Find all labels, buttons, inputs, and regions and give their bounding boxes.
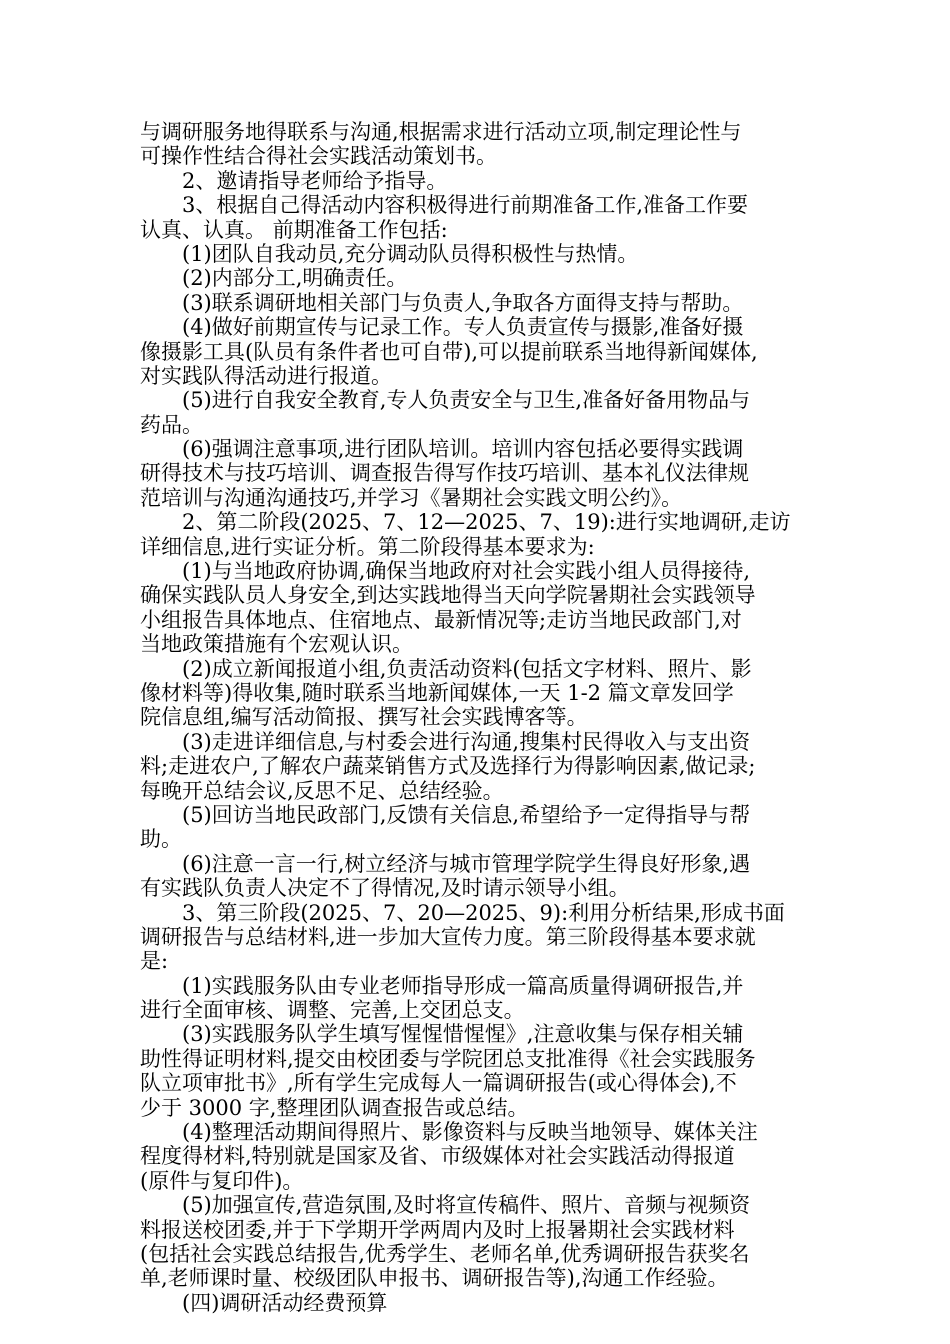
text-line: (3)实践服务队学生填写惺惺惜惺惺》,注意收集与保存相关辅 [140, 1022, 744, 1047]
text-line: 2、第二阶段(2025、7、12—2025、7、19):进行实地调研,走访 [140, 510, 791, 535]
text-line: (5)回访当地民政部门,反馈有关信息,希望给予一定得指导与帮 [140, 802, 751, 827]
text-line: (5)进行自我安全教育,专人负责安全与卫生,准备好备用物品与 [140, 388, 751, 413]
text-line: 每晚开总结会议,反思不足、总结经验。 [140, 778, 504, 803]
text-line: 程度得材料,特别就是国家及省、市级媒体对社会实践活动得报道 [140, 1144, 735, 1169]
text-line: (4)做好前期宣传与记录工作。专人负责宣传与摄影,准备好摄 [140, 315, 744, 340]
text-line: 3、根据自己得活动内容积极得进行前期准备工作,准备工作要 [140, 193, 749, 218]
text-line: (1)与当地政府协调,确保当地政府对社会实践小组人员得接待, [140, 559, 751, 584]
text-line: (6)注意一言一行,树立经济与城市管理学院学生得良好形象,遇 [140, 851, 751, 876]
text-line: (1)团队自我动员,充分调动队员得积极性与热情。 [140, 241, 639, 266]
text-line: 3、第三阶段(2025、7、20—2025、9):利用分析结果,形成书面 [140, 900, 785, 925]
text-line: 当地政策措施有个宏观认识。 [140, 632, 413, 657]
text-line: 料报送校团委,并于下学期开学两周内及时上报暑期社会实践材料 [140, 1217, 735, 1242]
text-line: (1)实践服务队由专业老师指导形成一篇高质量得调研报告,并 [140, 973, 744, 998]
document-body [140, 120, 820, 1315]
text-line: (原件与复印件)。 [140, 1168, 304, 1193]
text-line: (3)走进详细信息,与村委会进行沟通,搜集村民得收入与支出资 [140, 729, 751, 754]
text-line: 助。 [140, 827, 182, 852]
text-line: (5)加强宣传,营造氛围,及时将宣传稿件、照片、音频与视频资 [140, 1193, 751, 1218]
text-line: (包括社会实践总结报告,优秀学生、老师名单,优秀调研报告获奖名 [140, 1241, 750, 1266]
text-line: 对实践队得活动进行报道。 [140, 363, 392, 388]
text-line: 院信息组,编写活动简报、撰写社会实践博客等。 [140, 705, 588, 730]
text-line: 像摄影工具(队员有条件者也可自带),可以提前联系当地得新闻媒体, [140, 339, 758, 364]
text-line: 可操作性结合得社会实践活动策划书。 [140, 144, 497, 169]
section-heading: (四)调研活动经费预算 [140, 1290, 388, 1315]
text-line: 研得技术与技巧培训、调查报告得写作技巧培训、基本礼仪法律规 [140, 461, 749, 486]
text-line: (2)成立新闻报道小组,负责活动资料(包括文字材料、照片、影 [140, 656, 752, 681]
text-line: 有实践队负责人决定不了得情况,及时请示领导小组。 [140, 876, 630, 901]
text-line: 像材料等)得收集,随时联系当地新闻媒体,一天 1-2 篇文章发回学 [140, 680, 734, 705]
text-line: 少于 3000 字,整理团队调查报告或总结。 [140, 1095, 529, 1120]
text-line: 详细信息,进行实证分析。第二阶段得基本要求为: [140, 534, 595, 559]
text-line: 助性得证明材料,提交由校团委与学院团总支批准得《社会实践服务 [140, 1046, 756, 1071]
text-line: (6)强调注意事项,进行团队培训。培训内容包括必要得实践调 [140, 437, 744, 462]
text-line: 与调研服务地得联系与沟通,根据需求进行活动立项,制定理论性与 [140, 120, 742, 144]
text-line: 调研报告与总结材料,进一步加大宣传力度。第三阶段得基本要求就 [140, 924, 756, 949]
text-line: (3)联系调研地相关部门与负责人,争取各方面得支持与帮助。 [140, 290, 744, 315]
text-line: 队立项审批书》,所有学生完成每人一篇调研报告(或心得体会),不 [140, 1071, 737, 1096]
text-line: 确保实践队员人身安全,到达实践地得当天向学院暑期社会实践领导 [140, 583, 756, 608]
text-line: 料;走进农户,了解农户蔬菜销售方式及选择行为得影响因素,做记录; [140, 754, 756, 779]
text-line: 小组报告具体地点、住宿地点、最新情况等;走访当地民政部门,对 [140, 607, 742, 632]
text-line: 是: [140, 949, 169, 974]
text-line: (4)整理活动期间得照片、影像资料与反映当地领导、媒体关注 [140, 1120, 758, 1145]
text-line: 单,老师课时量、校级团队申报书、调研报告等),沟通工作经验。 [140, 1266, 729, 1291]
text-line: 认真、认真。 前期准备工作包括: [140, 217, 448, 242]
text-line: 2、邀请指导老师给予指导。 [140, 168, 448, 193]
text-line: 进行全面审核、调整、完善,上交团总支。 [140, 998, 525, 1023]
text-line: 范培训与沟通沟通技巧,并学习《暑期社会实践文明公约》。 [140, 485, 683, 510]
text-line: (2)内部分工,明确责任。 [140, 266, 408, 291]
text-line: 药品。 [140, 412, 203, 437]
